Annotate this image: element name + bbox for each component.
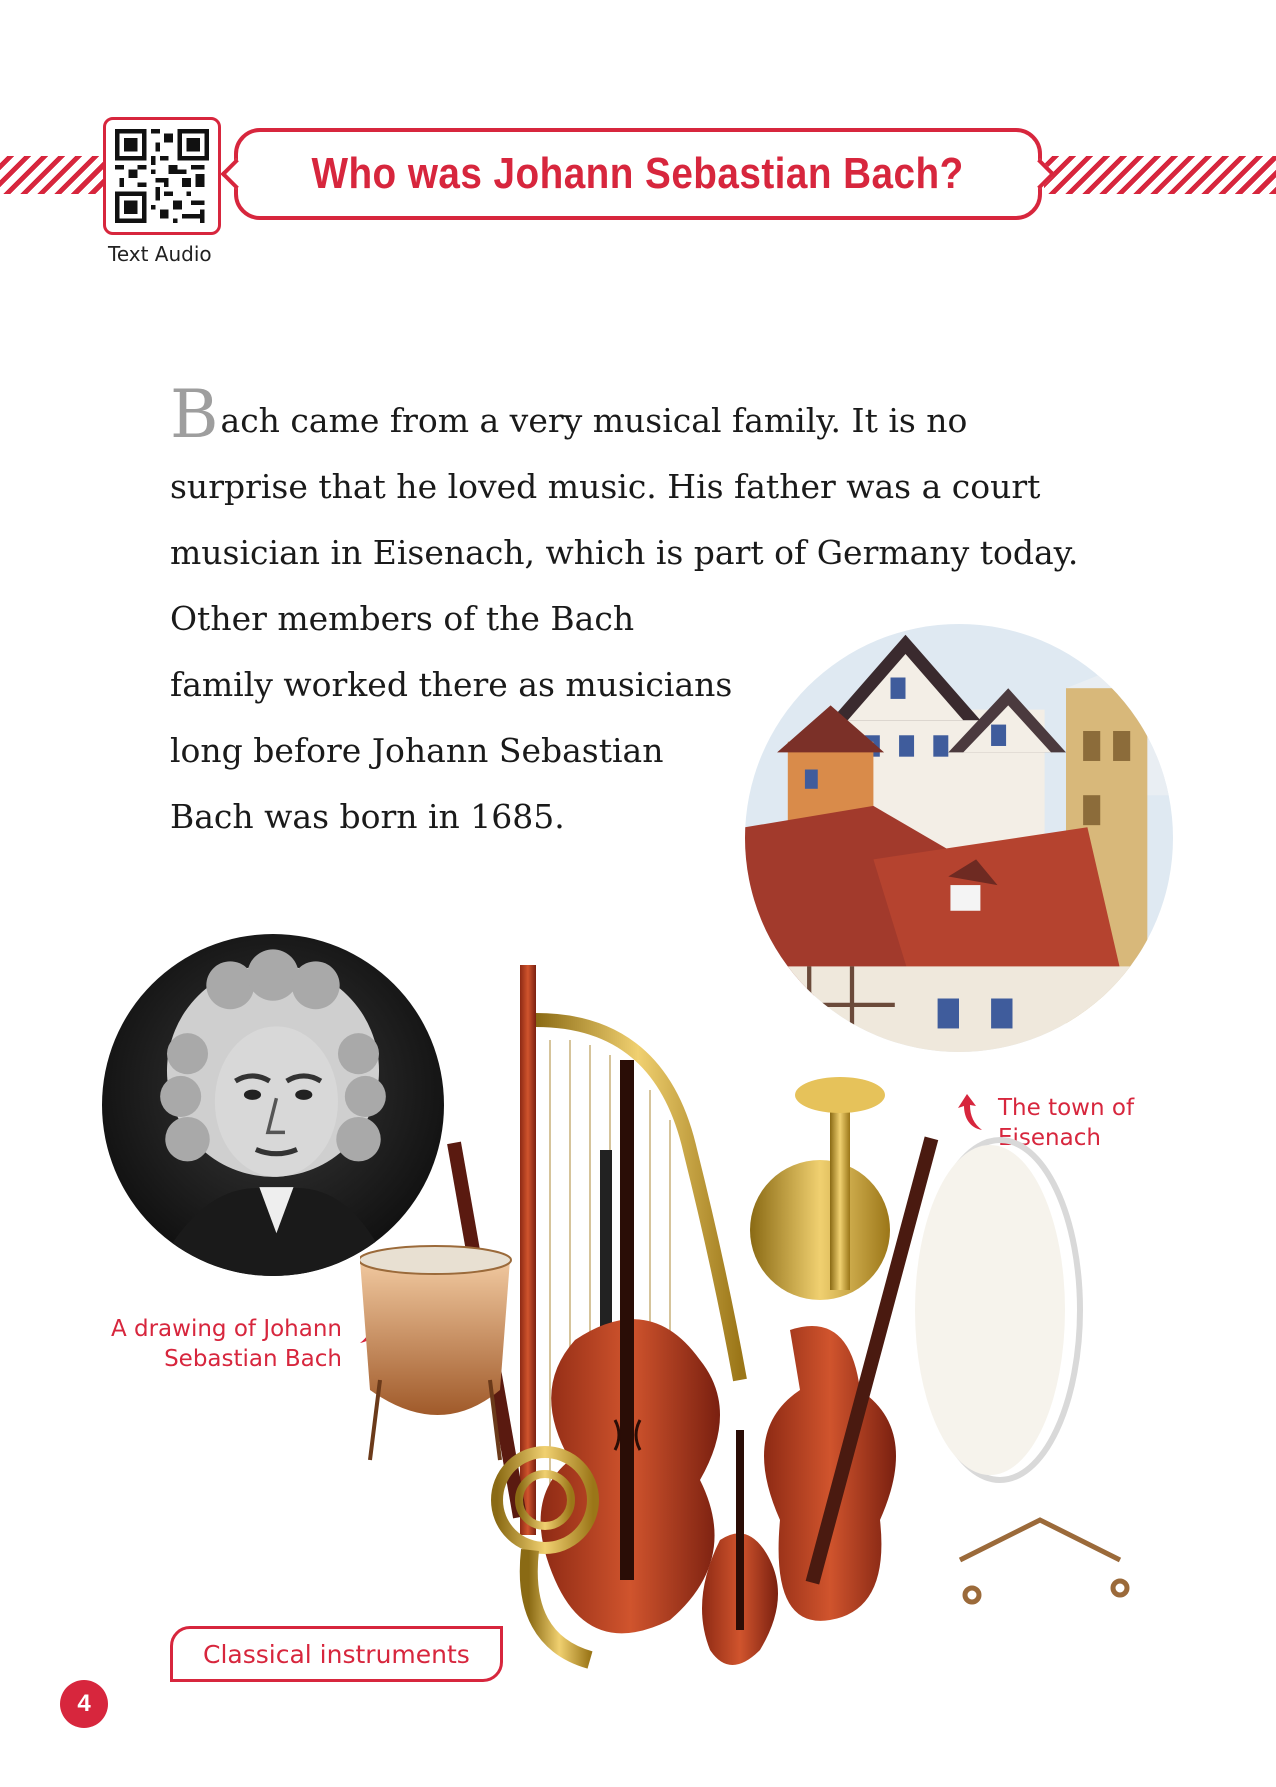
- body-line: musician in Eisenach, which is part of Germany today.: [170, 533, 1079, 572]
- classical-instruments-image: [360, 960, 1180, 1700]
- instruments-caption-label: Classical instruments: [170, 1626, 503, 1682]
- town-caption: The town of Eisenach: [998, 1095, 1135, 1151]
- body-line: family worked there as musicians: [170, 665, 733, 704]
- title-banner: [234, 128, 1042, 220]
- body-line: Other members of the Bach: [170, 599, 635, 638]
- qr-code[interactable]: [103, 117, 221, 235]
- page-title: Who was Johann Sebastian Bach?: [311, 149, 965, 198]
- body-line: Bach was born in 1685.: [170, 797, 565, 836]
- header-stripes-right: [1044, 156, 1276, 194]
- header-stripes-left: [0, 156, 112, 194]
- body-line: long before Johann Sebastian: [170, 731, 664, 770]
- body-line: surprise that he loved music. His father was a court: [170, 467, 1041, 506]
- body-line: ach came from a very musical family. It is no: [220, 401, 968, 440]
- qr-label: Text Audio: [108, 242, 212, 266]
- drop-cap: B: [170, 376, 219, 453]
- bach-caption: A drawing of Johann Sebastian Bach: [110, 1316, 342, 1372]
- page-number-badge: 4: [60, 1680, 108, 1728]
